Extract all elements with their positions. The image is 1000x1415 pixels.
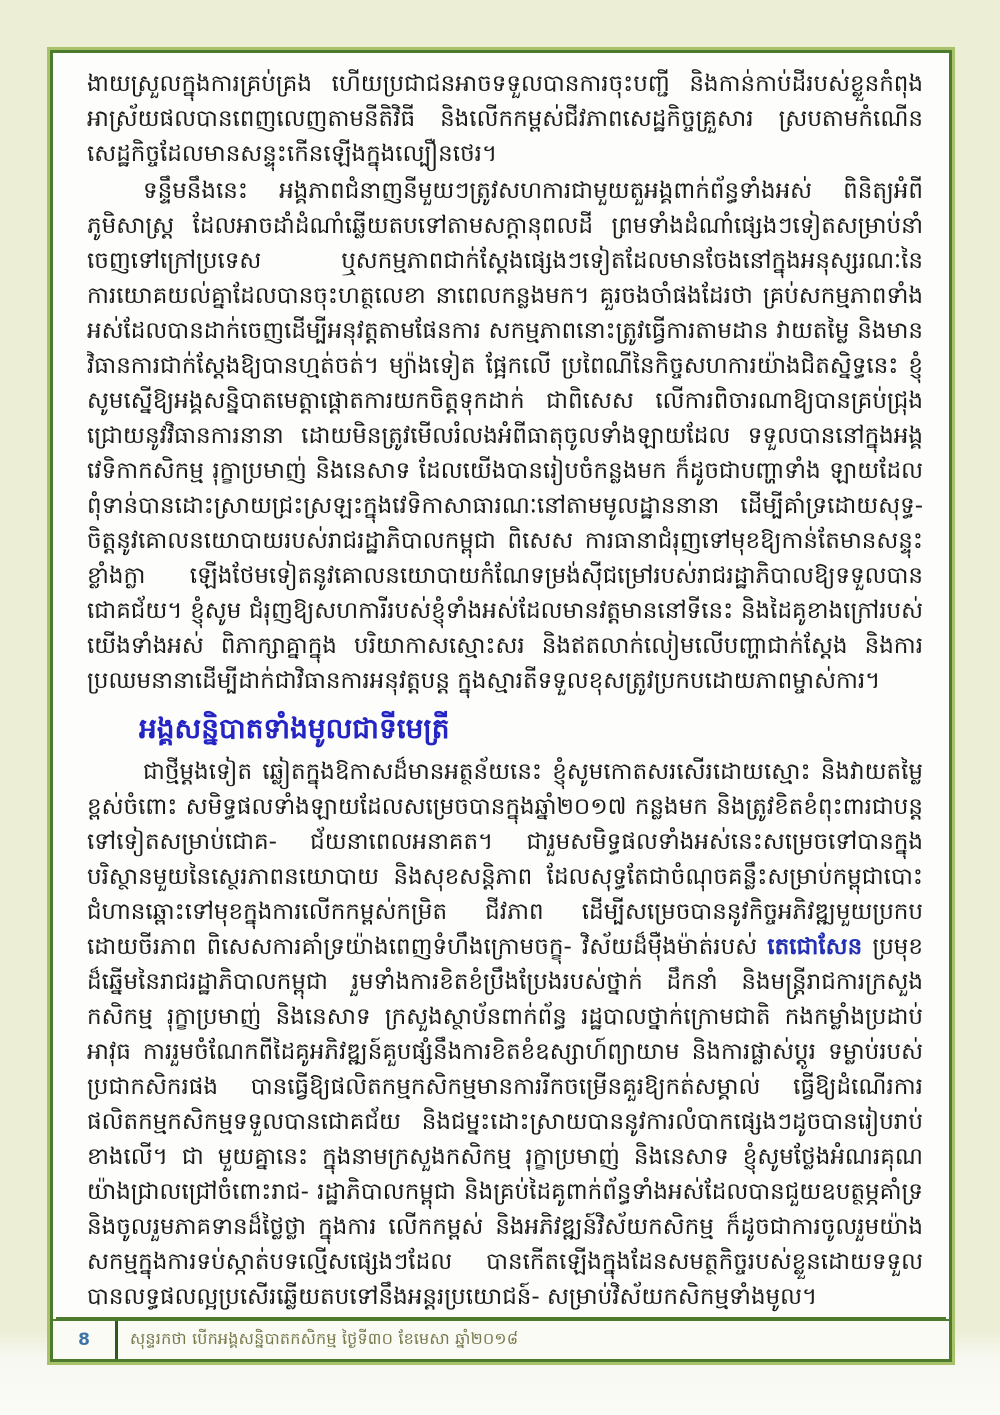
paragraph-2: ទន្ទឹមនឹងនេះ អង្គភាពជំនាញនីមួយៗត្រូវសហការជាមួយតួអង្គពាក់ព័ន្ធទាំងអស់ ពិនិត្យអំពីភូមិសាស្ត្រ ដែលអាចដាំដំណាំឆ្លើយតបទៅតាមសក្តានុពលដី ព្រមទាំងដំណាំផ្សេងៗទៀតសម្រាប់នាំចេញទៅក្រៅប្រទេស ឬសកម្មភាពជាក់ស្តែងផ្សេងៗទៀតដែលមានចែងនៅក្នុងអនុស្សរណៈនៃការយោគយល់គ្នាដែលបានចុះហត្ថលេខា នាពេលកន្លងមក។ គួរចងចាំផងដែរថា គ្រប់សកម្មភាពទាំងអស់ដែលបានដាក់ចេញដើម្បីអនុវត្តតាមផែនការ សកម្មភាពនោះត្រូវធ្វើការតាមដាន វាយតម្លៃ និងមានវិធានការជាក់ស្តែងឱ្យបានហ្មត់ចត់។ ម្យ៉ាងទៀត ផ្អែកលើ ប្រពៃណីនៃកិច្ចសហការយ៉ាងជិតស្និទ្ធនេះ ខ្ញុំសូមស្នើឱ្យអង្គសន្និបាតមេត្តាផ្តោតការយកចិត្តទុកដាក់ ជាពិសេស លើការពិចារណាឱ្យបានគ្រប់ជ្រុងជ្រោយនូវវិធានការនានា ដោយមិនត្រូវមើលរំលងអំពីធាតុចូលទាំងឡាយដែល ទទួលបាននៅក្នុងអង្គវេទិកាកសិកម្ម រុក្ខាប្រមាញ់ និងនេសាទ ដែលយើងបានរៀបចំកន្លងមក ក៏ដូចជាបញ្ហាទាំង ឡាយដែលពុំទាន់បានដោះស្រាយជ្រះស្រឡះក្នុងវេទិកាសាធារណៈនៅតាមមូលដ្ឋាននានា ដើម្បីគាំទ្រដោយសុទ្ធ- ចិត្តនូវគោលនយោបាយរបស់រាជរដ្ឋាភិបាលកម្ពុជា ពិសេស ការធានាជំរុញទៅមុខឱ្យកាន់តែមានសន្ទុះខ្លាំងក្លា ឡើងថែមទៀតនូវគោលនយោបាយកំណែទម្រង់ស៊ីជម្រៅរបស់រាជរដ្ឋាភិបាលឱ្យទទួលបានជោគជ័យ។ ខ្ញុំសូម ជំរុញឱ្យសហការីរបស់ខ្ញុំទាំងអស់ដែលមានវត្តមាននៅទីនេះ និងដៃគូខាងក្រៅរបស់យើងទាំងអស់ ពិភាក្សាគ្នាក្នុង បរិយាកាសស្មោះសរ និងឥតលាក់លៀមលើបញ្ហាជាក់ស្តែង និងការប្រឈមនានាដើម្បីដាក់ជាវិធានការអនុវត្តបន្ត ក្នុងស្មារតីទទួលខុសត្រូវប្រកបដោយភាពម្ចាស់ការ។ [87,178,923,694]
paragraph-3-text-after: ប្រមុខដ៏ឆ្នើមនៃរាជរដ្ឋាភិបាលកម្ពុជា រួមទាំងការខិតខំប្រឹងប្រែងរបស់ថ្នាក់ ដឹកនាំ និងមន្ត្រីរាជការក្រសួងកសិកម្ម រុក្ខាប្រមាញ់ និងនេសាទ ក្រសួងស្ថាប័នពាក់ព័ន្ធ រដ្ឋបាលថ្នាក់ក្រោមជាតិ កងកម្លាំងប្រដាប់អាវុធ ការរួមចំណែកពីដៃគូអភិវឌ្ឍន៍គួបផ្សំនឹងការខិតខំឧស្សាហ៍ព្យាយាម និងការផ្លាស់ប្តូរ ទម្លាប់របស់ប្រជាកសិករផង បានធ្វើឱ្យផលិតកម្មកសិកម្មមានការរីកចម្រើនគួរឱ្យកត់សម្គាល់ ធ្វើឱ្យដំណើរការ ផលិតកម្មកសិកម្មទទួលបានជោគជ័យ និងជម្នះដោះស្រាយបាននូវការលំបាកផ្សេងៗដូចបានរៀបរាប់ខាងលើ។ ជា មួយគ្នានេះ ក្នុងនាមក្រសួងកសិកម្ម រុក្ខាប្រមាញ់ និងនេសាទ ខ្ញុំសូមថ្លែងអំណរគុណយ៉ាងជ្រាលជ្រៅចំពោះរាជ- រដ្ឋាភិបាលកម្ពុជា និងគ្រប់ដៃគូពាក់ព័ន្ធទាំងអស់ដែលបានជួយឧបត្ថម្ភគាំទ្រ និងចូលរួមភាគទានដ៏ថ្លៃថ្លា ក្នុងការ លើកកម្ពស់ និងអភិវឌ្ឍន៍វិស័យកសិកម្ម ក៏ដូចជាការចូលរួមយ៉ាងសកម្មក្នុងការទប់ស្កាត់បទល្មើសផ្សេងៗដែល បានកើតឡើងក្នុងដែនសមត្ថកិច្ចរបស់ខ្លួនដោយទទួលបានលទ្ធផលល្អប្រសើរឆ្លើយតបទៅនឹងអន្តរប្រយោជន៍- សម្រាប់វិស័យកសិកម្មទាំងមូល។ [87,934,923,1310]
paragraph-continuation: ងាយស្រួលក្នុងការគ្រប់គ្រង ហើយប្រជាជនអាចទទួលបានការចុះបញ្ជី និងកាន់កាប់ដីរបស់ខ្លួនកំពុង អាស្រ័យផលបានពេញលេញតាមនីតិវិធី និងលើកកម្ពស់ជីវភាពសេដ្ឋកិច្ចគ្រួសារ ស្របតាមកំណើន សេដ្ឋកិច្ចដែលមានសន្ទុះកើនឡើងក្នុងល្បឿនថេរ។ [87,71,923,167]
paragraph-3-text-before: ជាថ្មីម្តងទៀត ឆ្លៀតក្នុងឱកាសដ៏មានអត្ថន័យនេះ ខ្ញុំសូមកោតសរសើរដោយស្មោះ និងវាយតម្លៃខ្ពស់ចំពោះ សមិទ្ធផលទាំងឡាយដែលសម្រេចបានក្នុងឆ្នាំ២០១៧ កន្លងមក និងត្រូវខិតខំពុះពារជាបន្តទៅទៀតសម្រាប់ជោគ- ជ័យនាពេលអនាគត។ ជារួមសមិទ្ធផលទាំងអស់នេះសម្រេចទៅបានក្នុងបរិស្ថានមួយនៃស្ថេរភាពនយោបាយ និងសុខសន្តិភាព ដែលសុទ្ធតែជាចំណុចគន្លឹះសម្រាប់កម្ពុជាបោះជំហានឆ្ពោះទៅមុខក្នុងការលើកកម្ពស់កម្រិត ជីវភាព ដើម្បីសម្រេចបាននូវកិច្ចអភិវឌ្ឍមួយប្រកបដោយចីរភាព ពិសេសការគាំទ្រយ៉ាងពេញទំហឹងក្រោមចក្ខុ- វិស័យដ៏មុឺងម៉ាត់របស់ [87,759,923,960]
footer-bar [53,1319,949,1359]
footer-caption: សុន្ទរកថា បើកអង្គសន្និបាតកសិកម្ម ថ្ងៃទី៣០ ខែមេសា ឆ្នាំ២០១៨ [130,1329,519,1348]
section-heading: អង្គសន្និបាតទាំងមូលជាទីមេត្រី [139,712,450,745]
document-body [87,67,923,1315]
page-number: 8 [78,1330,90,1350]
paragraph-3 [87,755,923,1315]
page-frame [50,50,952,1362]
highlighted-name-techo-sen: តេជោសែន [767,934,863,960]
